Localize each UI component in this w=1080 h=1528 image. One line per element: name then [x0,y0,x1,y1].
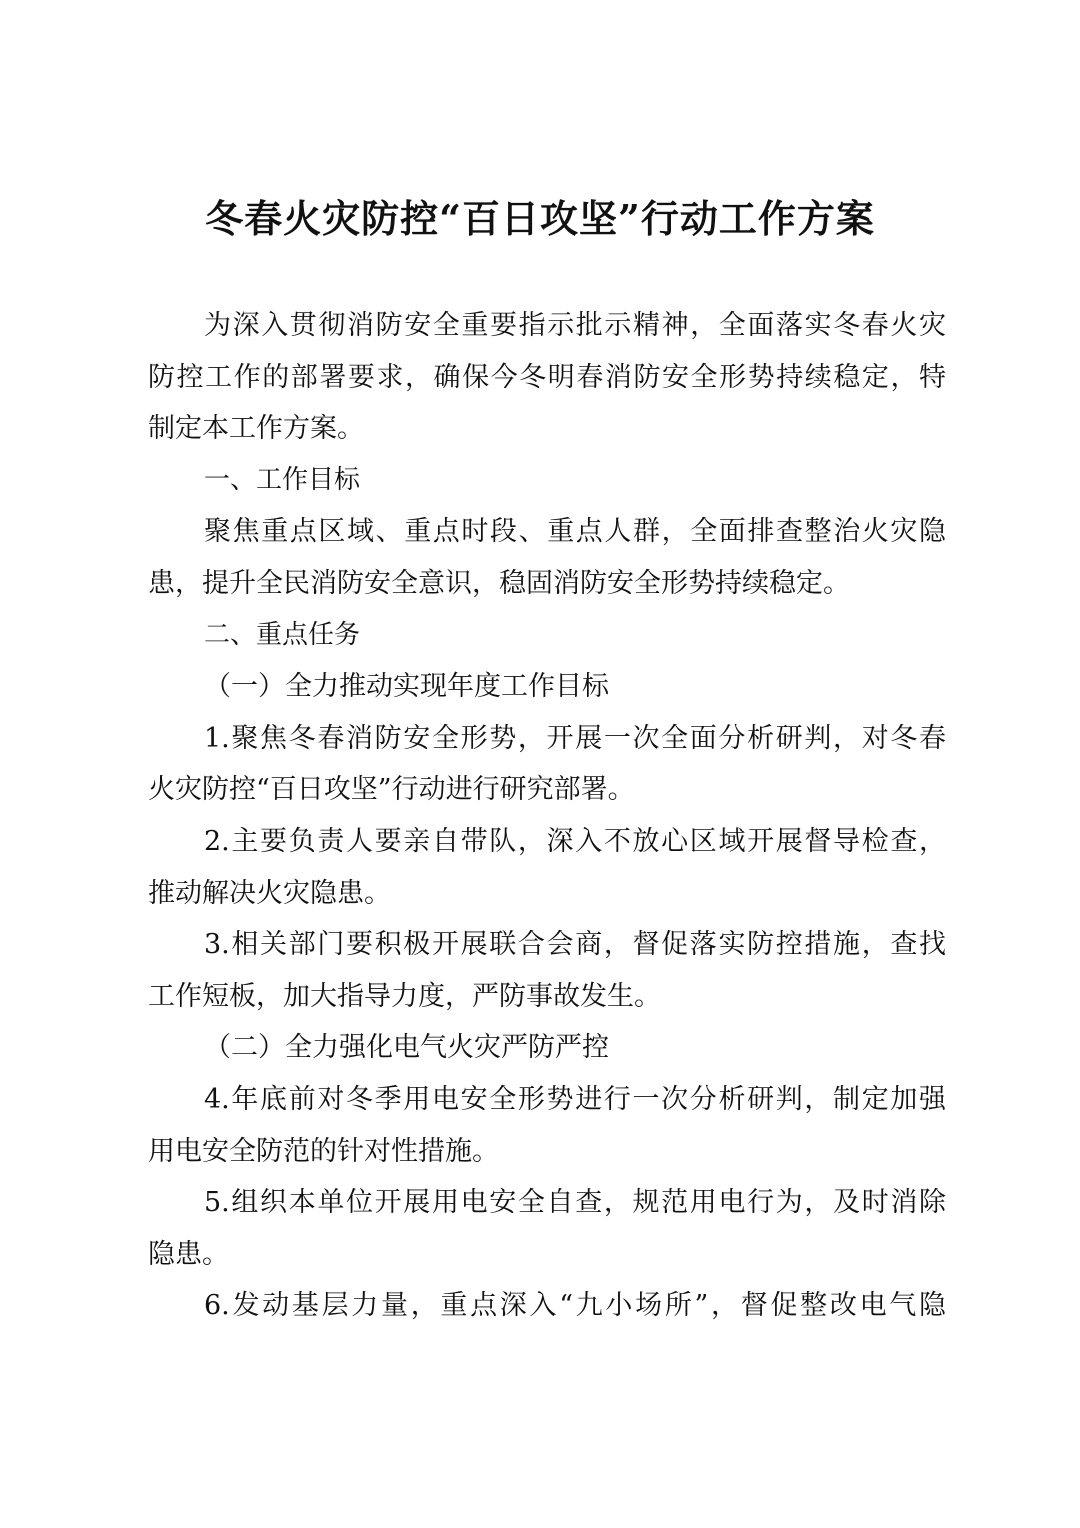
text-line: 2.主要负责人要亲自带队，深入不放心区域开展督导检查， [204,825,946,857]
text-line: 3.相关部门要积极开展联合会商，督促落实防控措施，查找 [204,929,946,961]
text-line: 防控工作的部署要求，确保今冬明春消防安全形势持续稳定，特 [148,361,946,393]
text-line: 用电安全防范的针对性措施。 [148,1135,499,1167]
text-line: （二）全力强化电气火灾严防严控 [204,1032,609,1064]
paragraph [148,300,946,455]
text-line: 4.年底前对冬季用电安全形势进行一次分析研判，制定加强 [204,1083,946,1115]
paragraph [148,506,946,609]
text-line: 6.发动基层力量，重点深入“九小场所”，督促整改电气隐 [204,1290,946,1322]
paragraph [148,1074,946,1177]
text-line: 火灾防控“百日攻坚”行动进行研究部署。 [148,774,635,806]
text-line: 工作短板，加大指导力度，严防事故发生。 [148,980,661,1012]
document-title: 冬春火灾防控“百日攻坚”行动工作方案 [205,196,875,241]
text-line: 患，提升全民消防安全意识，稳固消防安全形势持续稳定。 [148,567,850,599]
subsection-heading [148,661,946,713]
text-line: 隐患。 [148,1238,229,1270]
paragraph [148,816,946,919]
document-body [148,300,946,1332]
subsection-heading [148,1022,946,1074]
text-line: （一）全力推动实现年度工作目标 [204,671,609,703]
text-line: 一、工作目标 [204,464,361,495]
paragraph [148,1177,946,1280]
text-line: 推动解决火灾隐患。 [148,877,391,909]
paragraph [148,1280,946,1332]
text-line: 制定本工作方案。 [148,413,364,445]
section-heading [148,610,946,662]
paragraph [148,713,946,816]
text-line: 为深入贯彻消防安全重要指示批示精神，全面落实冬春火灾 [204,310,946,341]
section-heading [148,455,946,507]
text-line: 聚焦重点区域、重点时段、重点人群，全面排查整治火灾隐 [204,516,946,548]
text-line: 5.组织本单位开展用电安全自查，规范用电行为，及时消除 [204,1187,946,1219]
text-line: 二、重点任务 [204,619,361,650]
paragraph [148,919,946,1022]
text-line: 1.聚焦冬春消防安全形势，开展一次全面分析研判，对冬春 [204,722,946,754]
